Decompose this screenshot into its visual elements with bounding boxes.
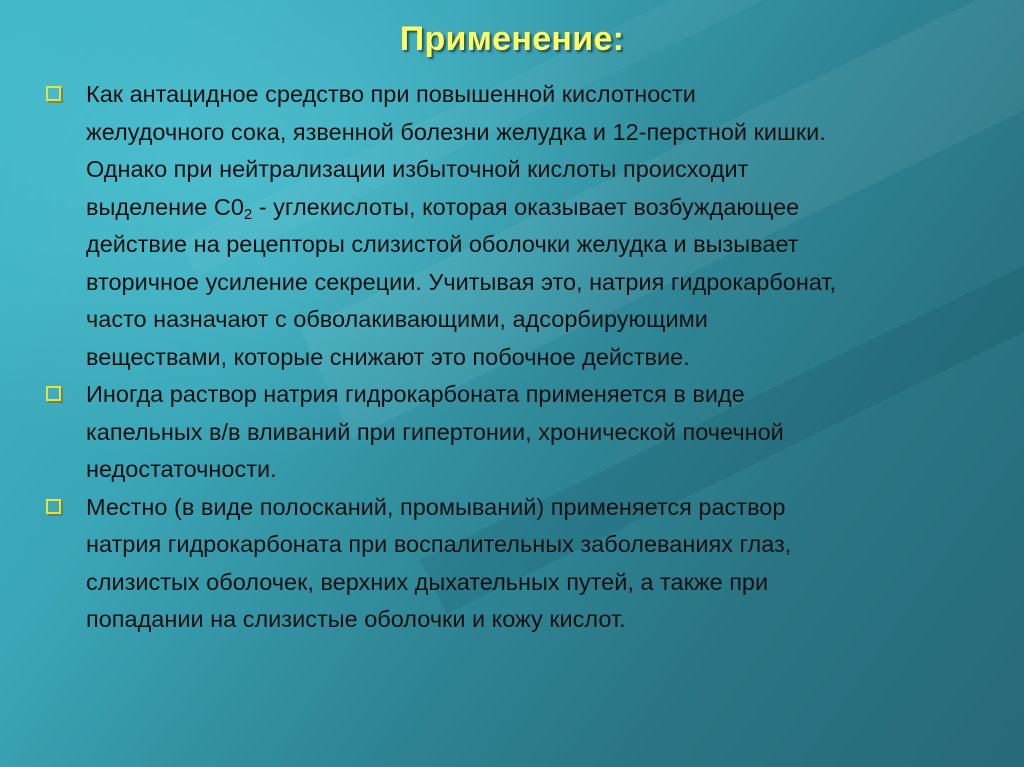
text-after-subscript: - углекислоты, которая оказывает возбуждающее [252, 193, 800, 220]
bullet-item [44, 376, 1004, 489]
bullet-text-line: Иногда раствор натрия гидрокарбоната применяется в виде [86, 381, 745, 407]
bullet-text-line: Однако при нейтрализации избыточной кислоты происходит [86, 156, 749, 182]
bullet-text-line: веществами, которые снижают это побочное действие. [86, 343, 690, 370]
bullet-text-line: часто назначают с обволакивающими, адсорбирующими [86, 306, 708, 332]
bullet-text-line: вторичное усиление секреции. Учитывая это, натрия гидрокарбонат, [86, 268, 837, 295]
bullet-text-line: Как антацидное средство при повышенной кислотности [86, 81, 696, 107]
bullet-text-line: попадании на слизистые оболочки и кожу кислот. [86, 606, 626, 632]
bullet-text-line: недостаточности. [86, 456, 277, 482]
hollow-square-bullet-icon [46, 499, 61, 514]
slide-title: Применение: [399, 20, 625, 58]
hollow-square-bullet-icon [46, 86, 61, 101]
bullet-list [44, 76, 1004, 639]
bullet-text-line: натрия гидрокарбоната при воспалительных заболеваниях глаз, [86, 531, 792, 557]
bullet-text-line: действие на рецепторы слизистой оболочки желудка и вызывает [86, 231, 799, 257]
bullet-text-line-with-subscript [86, 189, 1004, 227]
subscript-digit: 2 [243, 205, 253, 223]
bullet-item [44, 76, 1004, 376]
text-before-subscript: выделение С0 [86, 193, 244, 220]
bullet-text-line: желудочного сока, язвенной болезни желудка и 12-перстной кишки. [86, 118, 826, 145]
bullet-item [44, 489, 1004, 639]
hollow-square-bullet-icon [46, 386, 61, 401]
bullet-text-line: слизистых оболочек, верхних дыхательных путей, а также при [86, 568, 769, 595]
bullet-text-line: Местно (в виде полосканий, промываний) применяется раствор [86, 493, 786, 520]
bullet-text-line: капельных в/в вливаний при гипертонии, хронической почечной [86, 418, 784, 445]
